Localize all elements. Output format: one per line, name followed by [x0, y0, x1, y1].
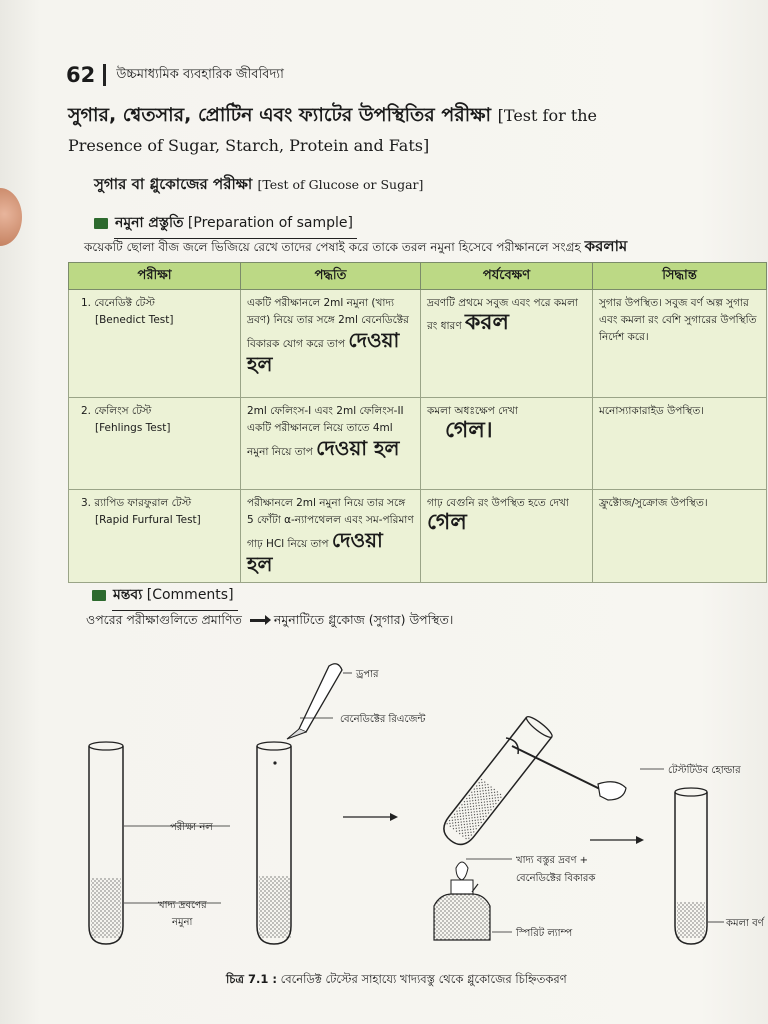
- conclusion-text: মনোস্যাকারাইড উপস্থিত।: [599, 405, 705, 417]
- label-dropper: ড্রপার: [356, 669, 379, 680]
- spirit-lamp-icon: [434, 862, 490, 940]
- column-header: পরীক্ষা: [69, 263, 241, 290]
- method-cell: [241, 490, 421, 583]
- method-cell: [241, 398, 421, 490]
- test-number: 2.: [81, 405, 92, 417]
- test-tube-holder-icon: [506, 738, 626, 800]
- observation-handwritten: করল: [465, 310, 509, 335]
- test-table: [68, 262, 767, 583]
- test-name-cell: [69, 290, 241, 398]
- conclusion-cell: [593, 398, 767, 490]
- table-header-row: [69, 263, 767, 290]
- column-header: পর্যবেক্ষণ: [421, 263, 593, 290]
- test-number: 3.: [81, 497, 92, 509]
- test-name-cell: [69, 490, 241, 583]
- test-tube-icon: [89, 742, 123, 944]
- label-mixture-line1: খাদ্য বস্তুর দ্রবণ +: [516, 855, 589, 866]
- observation-text: কমলা অধঃক্ষেপ দেখা: [427, 405, 518, 417]
- sample-liquid: [259, 876, 291, 938]
- comment-text-part1: ওপরের পরীক্ষাগুলিতে প্রমাণিত: [86, 612, 242, 627]
- method-handwritten: দেওয়া হল: [316, 436, 400, 460]
- label-spirit-lamp: স্পিরিট ল্যাম্প: [516, 928, 573, 939]
- observation-handwritten: গেল: [427, 510, 467, 535]
- arrow-right-icon: [590, 836, 644, 844]
- method-cell: [241, 290, 421, 398]
- comments-paragraph: [86, 612, 453, 632]
- caption-label: চিত্র 7.1 :: [226, 972, 277, 986]
- observation-cell: [421, 490, 593, 583]
- table-row: [69, 490, 767, 583]
- bullet-square-icon: [94, 218, 108, 229]
- sample-text-handwritten: করলাম: [584, 237, 628, 255]
- caption-text: বেনেডিক্ট টেস্টের সাহায্যে খাদ্যবস্তু থেকে গ্লুকোজের চিহ্নিতকরণ: [280, 972, 567, 986]
- test-tube-icon: [675, 788, 707, 944]
- page-title: [68, 100, 764, 161]
- column-header: পদ্ধতি: [241, 263, 421, 290]
- method-handwritten: দেওয়া হল: [247, 328, 400, 376]
- sample-heading-english: [Preparation of sample]: [187, 215, 354, 231]
- sample-heading: [94, 211, 353, 235]
- label-benedict-reagent: বেনেডিক্টের রিএজেন্ট: [340, 714, 426, 725]
- conclusion-cell: [593, 490, 767, 583]
- test-name-cell: [69, 398, 241, 490]
- running-head: [66, 62, 284, 88]
- label-food-sample-line2: নমুনা: [172, 917, 193, 928]
- comment-text-part2: নমুনাটিতে গ্লুকোজ (সুগার) উপস্থিত।: [273, 612, 454, 627]
- test-name-bengali: বেনেডিক্ট টেস্ট: [94, 297, 155, 309]
- comments-heading-english: [Comments]: [146, 587, 234, 603]
- conclusion-text: সুগার উপস্থিত। সবুজ বর্ণ অল্প সুগার এবং কমলা রং বেশি সুগারের উপস্থিতি নির্দেশ করে।: [599, 297, 757, 343]
- sample-text: কয়েকটি ছোলা বীজ জলে ভিজিয়ে রেখে তাদের পেষাই করে তাকে তরল নমুনা হিসেবে পরীক্ষানলে সংগ্রহ: [84, 240, 581, 254]
- test-name-bengali: ফেলিংস টেস্ট: [94, 405, 152, 417]
- section-subtitle: [94, 173, 423, 198]
- test-name-bengali: র‍্যাপিড ফারফুরাল টেস্ট: [94, 497, 192, 509]
- table-row: [69, 398, 767, 490]
- label-tube-holder: টেস্টটিউব হোল্ডার: [668, 765, 741, 776]
- conclusion-text: ফ্রুক্টোজ/সুক্রোজ উপস্থিত।: [599, 497, 708, 509]
- arrow-right-icon: [250, 619, 266, 622]
- method-text: পরীক্ষানলে 2ml নমুনা নিয়ে তার সঙ্গে 5 ফোঁটা α-ন্যাপথেলল এবং সম-পরিমাণ গাঢ় HCl নিয়ে তাপ: [247, 497, 414, 550]
- test-name-english: [Fehlings Test]: [95, 422, 171, 434]
- observation-handwritten: গেল।: [445, 418, 493, 443]
- observation-text: দ্রবণটি প্রথমে সবুজ এবং পরে কমলা রং ধারণ: [427, 297, 578, 332]
- test-tube-icon: [257, 742, 291, 944]
- comments-heading-bengali: মন্তব্য: [113, 587, 143, 603]
- bullet-square-icon: [92, 590, 106, 601]
- header-divider: [103, 64, 106, 86]
- observation-cell: [421, 398, 593, 490]
- column-header: সিদ্ধান্ত: [593, 263, 767, 290]
- heading-underline: [112, 610, 238, 612]
- benedict-test-figure: [0, 650, 768, 968]
- method-text: একটি পরীক্ষানলে 2ml নমুনা (খাদ্য দ্রবণ) নিয়ে তার সঙ্গে 2ml বেনেডিক্টের বিকারক যোগ করে তাপ: [247, 297, 409, 350]
- conclusion-cell: [593, 290, 767, 398]
- subtitle-bengali: সুগার বা গ্লুকোজের পরীক্ষা: [94, 175, 253, 193]
- test-name-english: [Rapid Furfural Test]: [95, 514, 201, 526]
- title-english-line2: Presence of Sugar, Starch, Protein and Fats]: [68, 136, 430, 155]
- method-handwritten: দেওয়া হল: [247, 528, 383, 576]
- method-text: 2ml ফেলিংস-I এবং 2ml ফেলিংস-II একটি পরীক্ষানলে নিয়ে তাতে 4ml নমুনা নিয়ে তাপ: [247, 405, 404, 458]
- book-title: উচ্চমাধ্যমিক ব্যবহারিক জীববিদ্যা: [116, 66, 284, 82]
- label-test-tube: পরীক্ষা নল: [170, 822, 213, 833]
- page-number: 62: [66, 63, 96, 87]
- label-orange-color: কমলা বর্ণ: [726, 918, 764, 929]
- test-name-english: [Benedict Test]: [95, 314, 174, 326]
- label-food-sample-line1: খাদ্য দ্রবণের: [158, 900, 207, 911]
- observation-text: গাঢ় বেগুনি রং উপস্থিত হতে দেখা: [427, 497, 569, 509]
- label-mixture-line2: বেনেডিক্টের বিকারক: [516, 873, 596, 884]
- observation-cell: [421, 290, 593, 398]
- title-bengali: সুগার, শ্বেতসার, প্রোটিন এবং ফ্যাটের উপস্থিতির পরীক্ষা: [68, 104, 492, 126]
- orange-liquid: [677, 902, 705, 938]
- dropper-icon: [287, 664, 342, 739]
- table-row: [69, 290, 767, 398]
- subtitle-english: [Test of Glucose or Sugar]: [257, 177, 424, 192]
- sample-heading-bengali: নমুনা প্রস্তুতি: [115, 215, 184, 231]
- figure-caption: [226, 971, 567, 990]
- sample-liquid: [91, 878, 121, 938]
- sample-paragraph: [84, 235, 627, 260]
- title-english-line1: [Test for the: [497, 106, 598, 125]
- arrow-right-icon: [343, 813, 398, 821]
- test-number: 1.: [81, 297, 92, 309]
- heated-test-tube-icon: [438, 714, 554, 850]
- comments-heading: [92, 583, 234, 607]
